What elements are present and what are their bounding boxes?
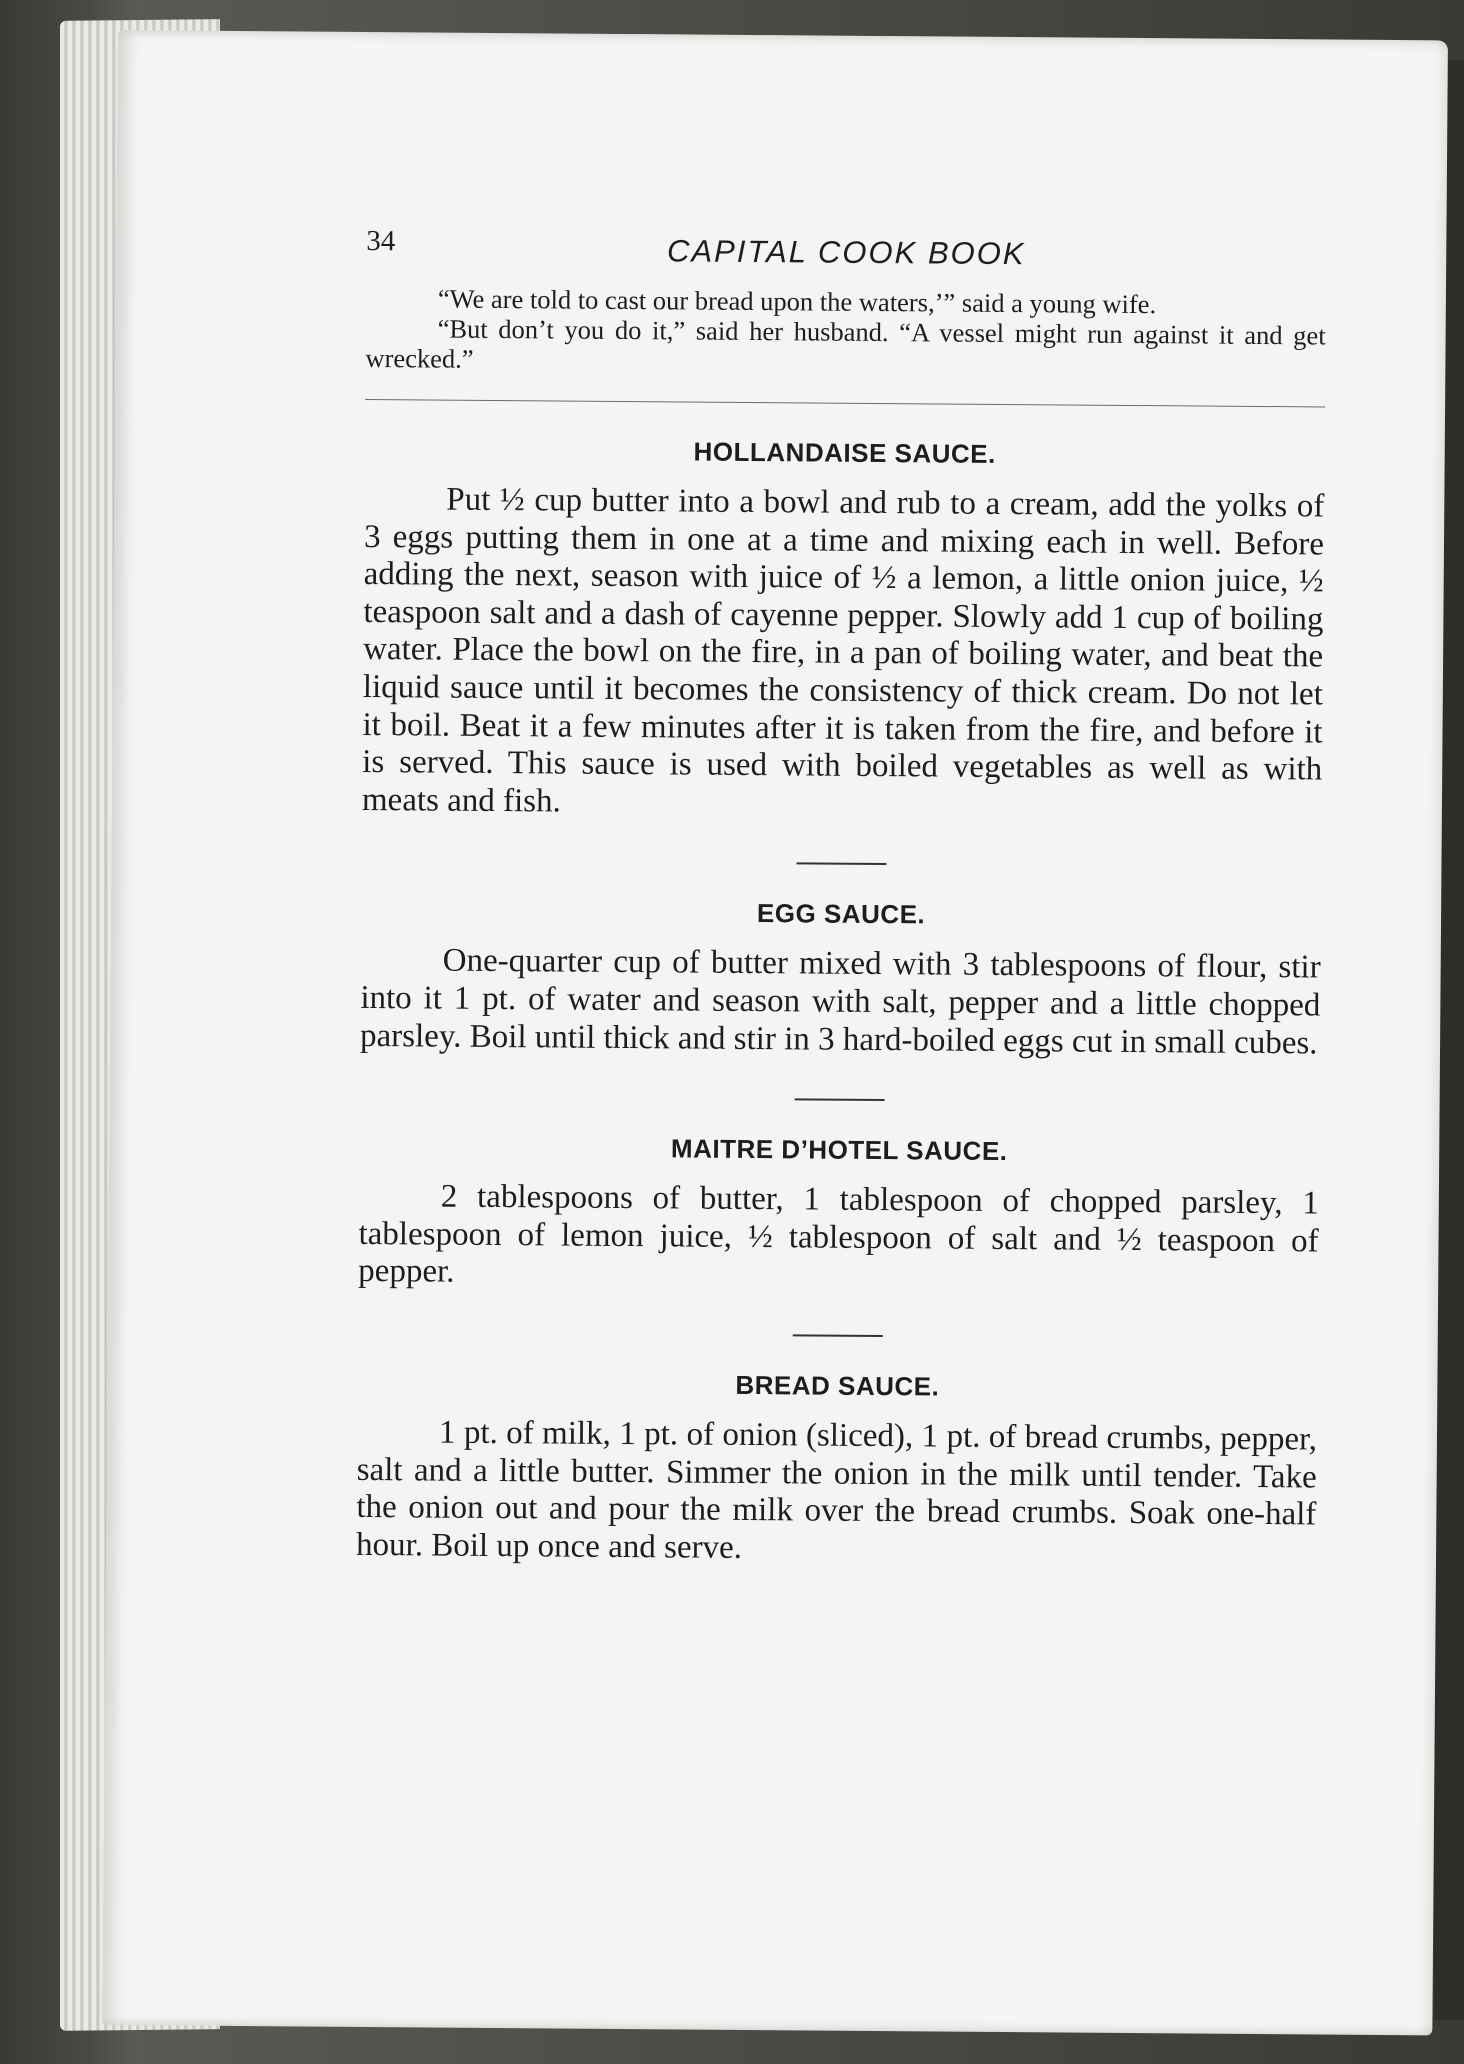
recipe-title: HOLLANDAISE SAUCE.: [693, 436, 996, 469]
recipe-bread-sauce: [356, 1367, 1318, 1572]
page-number: 34: [366, 224, 396, 258]
short-divider: [795, 1098, 885, 1101]
short-divider: [793, 1334, 883, 1337]
recipe-text: 1 pt. of milk, 1 pt. of onion (sliced), 1 pt. of bread crumbs, pepper, salt and a little butter. Simmer the onion in the milk until tender. Take the onion out and pour the milk over the bread crumbs. Soak one-half hour. Boil up once and serve.: [355, 1414, 1318, 1566]
page-header: [366, 217, 1326, 285]
recipe-title: BREAD SAUCE.: [735, 1369, 940, 1402]
recipe-title: EGG SAUCE.: [756, 898, 926, 930]
running-title: CAPITAL COOK BOOK: [666, 233, 1026, 272]
joke-block: [365, 283, 1326, 381]
short-divider: [796, 863, 886, 866]
recipe-text: Put ½ cup butter into a bowl and rub to a cream, add the yolks of 3 eggs putting them in one at a time and mixing each in well. Before adding the next, season with juice of ½ a lemon, a little onion juice, ½ teaspoon salt and a dash of cayenne pepper. Slowly add 1 cup of boiling water. Place the bowl on the fire, in a pan of boiling water, and beat the liquid sauce until it becomes the consistency of thick cream. Do not let it boil. Beat it a few minutes after it is taken from the fire, and before it is served. This sauce is used with boiled vegetables as well as with meats and fish.: [361, 481, 1325, 820]
book-page: [102, 30, 1448, 2035]
joke-line: “We are told to cast our bread upon the waters,’” said a young wife.: [437, 283, 1157, 320]
recipe-egg-sauce: [360, 895, 1321, 1062]
page-content: [356, 217, 1327, 1572]
recipe-title: MAITRE D’HOTEL SAUCE.: [670, 1133, 1008, 1167]
recipe-text: One-quarter cup of butter mixed with 3 tablespoons of flour, stir into it 1 pt. of water and season with salt, pepper and a little chopped parsley. Boil until thick and stir in 3 hard-boiled eggs cut in small cubes.: [359, 942, 1321, 1061]
section-divider: [365, 399, 1325, 408]
recipe-maitre-dhotel: [358, 1131, 1319, 1298]
recipe-text: 2 tablespoons of butter, 1 tablespoon of chopped parsley, 1 tablespoon of lemon juice, ½ tablespoon of salt and ½ teaspoon of pepper.: [358, 1178, 1319, 1290]
recipe-hollandaise: [362, 434, 1325, 827]
joke-line: “But don’t you do it,” said her husband. “A vessel might run against it and get wrecked.”: [365, 313, 1326, 374]
